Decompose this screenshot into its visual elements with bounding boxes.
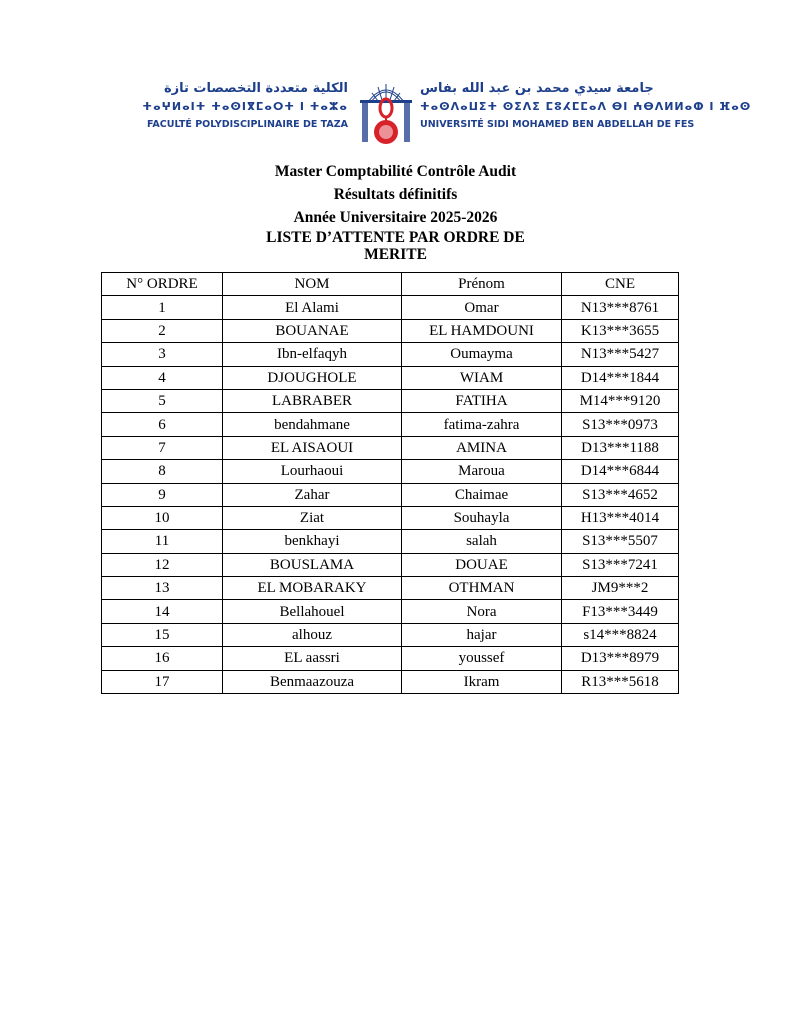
cell-prenom: Nora xyxy=(402,600,562,623)
cell-prenom: Maroua xyxy=(402,460,562,483)
cell-cne: S13***0973 xyxy=(562,413,679,436)
cell-nom: EL AISAOUI xyxy=(223,436,402,459)
cell-order: 4 xyxy=(102,366,223,389)
waiting-list-table xyxy=(101,272,679,694)
cell-prenom: EL HAMDOUNI xyxy=(402,319,562,342)
cell-order: 14 xyxy=(102,600,223,623)
cell-cne: F13***3449 xyxy=(562,600,679,623)
cell-nom: Ibn-elfaqyh xyxy=(223,343,402,366)
cell-order: 15 xyxy=(102,623,223,646)
cell-nom: Ziat xyxy=(223,506,402,529)
cell-cne: S13***5507 xyxy=(562,530,679,553)
cell-cne: D14***1844 xyxy=(562,366,679,389)
header-order: N° ORDRE xyxy=(102,273,223,296)
cell-order: 10 xyxy=(102,506,223,529)
cell-order: 3 xyxy=(102,343,223,366)
cell-prenom: Omar xyxy=(402,296,562,319)
cell-nom: BOUANAE xyxy=(223,319,402,342)
table-row xyxy=(102,389,679,412)
cell-nom: Bellahouel xyxy=(223,600,402,623)
table-row xyxy=(102,506,679,529)
cell-prenom: Chaimae xyxy=(402,483,562,506)
cell-prenom: OTHMAN xyxy=(402,577,562,600)
cell-prenom: Oumayma xyxy=(402,343,562,366)
cell-nom: EL aassri xyxy=(223,647,402,670)
header-nom: NOM xyxy=(223,273,402,296)
academic-year: Année Universitaire 2025-2026 xyxy=(293,209,498,226)
cell-cne: D13***8979 xyxy=(562,647,679,670)
cell-nom: Benmaazouza xyxy=(223,670,402,693)
table-row xyxy=(102,436,679,459)
cell-order: 2 xyxy=(102,319,223,342)
cell-prenom: fatima-zahra xyxy=(402,413,562,436)
header-prenom: Prénom xyxy=(402,273,562,296)
cell-cne: H13***4014 xyxy=(562,506,679,529)
cell-prenom: FATIHA xyxy=(402,389,562,412)
cell-prenom: DOUAE xyxy=(402,553,562,576)
letterhead xyxy=(118,80,752,150)
cell-nom: DJOUGHOLE xyxy=(223,366,402,389)
cell-nom: El Alami xyxy=(223,296,402,319)
cell-order: 9 xyxy=(102,483,223,506)
table-row xyxy=(102,319,679,342)
university-block xyxy=(420,80,752,134)
cell-order: 5 xyxy=(102,389,223,412)
cell-prenom: youssef xyxy=(402,647,562,670)
table-row xyxy=(102,647,679,670)
faculty-block xyxy=(118,80,348,134)
cell-order: 16 xyxy=(102,647,223,670)
cell-order: 13 xyxy=(102,577,223,600)
university-name-arabic: جامعة سيدي محمد بن عبد الله بفاس xyxy=(420,81,654,96)
cell-cne: K13***3655 xyxy=(562,319,679,342)
table-row xyxy=(102,577,679,600)
cell-cne: D14***6844 xyxy=(562,460,679,483)
header-cne: CNE xyxy=(562,273,679,296)
university-emblem-icon xyxy=(356,80,416,148)
table-row xyxy=(102,553,679,576)
faculty-name-tifinagh: ⵜⴰⵖⵍⴰⵏⵜ ⵜⴰⵙⵏⴳⵎⴰⵔⵜ ⵏ ⵜⴰⵣⴰ xyxy=(142,100,348,113)
cell-prenom: salah xyxy=(402,530,562,553)
program-title: Master Comptabilité Contrôle Audit xyxy=(274,163,517,180)
university-name-tifinagh: ⵜⴰⵙⴷⴰⵡⵉⵜ ⵙⵉⴷⵉ ⵎⵓⵃⵎⵎⴰⴷ ⴱⵏ ⵄⴱⴷⵍⵍⴰⵀ ⵏ ⴼⴰⵙ xyxy=(420,100,752,113)
cell-order: 6 xyxy=(102,413,223,436)
table-body xyxy=(102,296,679,694)
cell-order: 8 xyxy=(102,460,223,483)
document-titles xyxy=(0,160,791,263)
cell-nom: Lourhaoui xyxy=(223,460,402,483)
cell-nom: Zahar xyxy=(223,483,402,506)
cell-nom: benkhayi xyxy=(223,530,402,553)
cell-prenom: Ikram xyxy=(402,670,562,693)
table-row xyxy=(102,460,679,483)
table-row xyxy=(102,413,679,436)
cell-order: 11 xyxy=(102,530,223,553)
cell-nom: LABRABER xyxy=(223,389,402,412)
cell-cne: D13***1188 xyxy=(562,436,679,459)
cell-prenom: Souhayla xyxy=(402,506,562,529)
cell-cne: s14***8824 xyxy=(562,623,679,646)
cell-order: 7 xyxy=(102,436,223,459)
cell-order: 1 xyxy=(102,296,223,319)
cell-order: 17 xyxy=(102,670,223,693)
cell-prenom: hajar xyxy=(402,623,562,646)
cell-cne: S13***7241 xyxy=(562,553,679,576)
faculty-name-arabic: الكلية متعددة التخصصات تازة xyxy=(163,81,348,96)
table-row xyxy=(102,483,679,506)
cell-prenom: WIAM xyxy=(402,366,562,389)
table-row xyxy=(102,670,679,693)
cell-nom: bendahmane xyxy=(223,413,402,436)
table-row xyxy=(102,600,679,623)
cell-cne: N13***5427 xyxy=(562,343,679,366)
university-name-french: UNIVERSITÉ SIDI MOHAMED BEN ABDELLAH DE FES xyxy=(420,119,695,130)
cell-cne: R13***5618 xyxy=(562,670,679,693)
cell-nom: alhouz xyxy=(223,623,402,646)
cell-cne: JM9***2 xyxy=(562,577,679,600)
cell-cne: M14***9120 xyxy=(562,389,679,412)
cell-nom: EL MOBARAKY xyxy=(223,577,402,600)
cell-order: 12 xyxy=(102,553,223,576)
cell-cne: N13***8761 xyxy=(562,296,679,319)
cell-prenom: AMINA xyxy=(402,436,562,459)
table-row xyxy=(102,296,679,319)
table-row xyxy=(102,530,679,553)
results-status: Résultats définitifs xyxy=(333,186,458,203)
list-title: LISTE D’ATTENTE PAR ORDRE DE MERITE xyxy=(266,229,525,263)
faculty-name-french: FACULTÉ POLYDISCIPLINAIRE DE TAZA xyxy=(147,119,348,130)
table-row xyxy=(102,623,679,646)
table-row xyxy=(102,343,679,366)
table-row xyxy=(102,366,679,389)
cell-cne: S13***4652 xyxy=(562,483,679,506)
cell-nom: BOUSLAMA xyxy=(223,553,402,576)
table-header-row xyxy=(102,273,679,296)
